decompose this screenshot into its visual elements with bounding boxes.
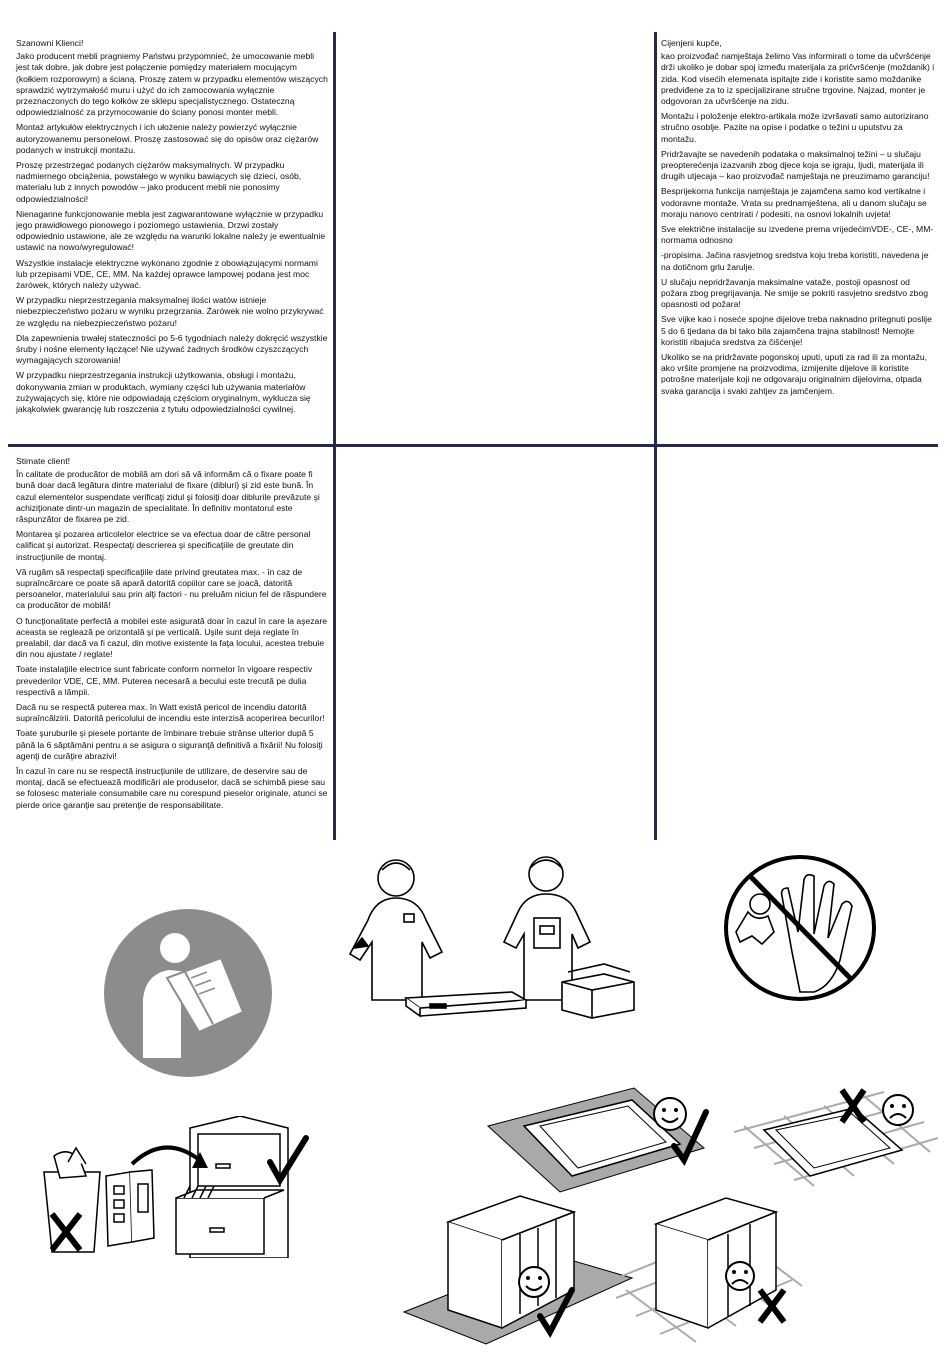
polish-paragraph: Wszystkie instalacje elektryczne wykonano zgodnie z obowiązującymi normami lub przepisami VDE, CE, MM. Na każdej oprawce lampowej podana jest moc żarówek, których należy używać. [16, 257, 318, 291]
read-manual-icon [103, 908, 273, 1078]
no-assembly-on-tiles-icon [734, 1082, 938, 1192]
polish-paragraph: Proszę przestrzegać podanych ciężarów maksymalnych. W przypadku nadmiernego obciążenia, powstałego w wyniku bawiących się dzieci, osób, materiału lub z innych powodów – jako producent mebli nie ponosimy odpowiedzialności! [16, 160, 302, 204]
romanian-paragraph: În calitate de producător de mobilă am dori să vă informăm că o fixare poate fi bună doar dacă legătura dintre materialul de fixare (dibluri) şi zid este bună. În cazul elementelor suspendate verificaţi zidul şi folosiţi doar diblurile prevăzute şi achiziţionate dintr-un magazin de specialitate. În definitiv montatorul este răspunzător de fixarea pe zid. [16, 469, 320, 525]
croatian-paragraph: Besprijekorna funkcija namještaja je zajamčena samo kod vertikalne i vodoravne montaže. Vrata su prednamještena, ali u danom slučaju se moraju nanovo centrirati / podesiti, na osnovi lokalnih uvjeta! [661, 186, 927, 219]
polish-paragraph: W przypadku nieprzestrzegania instrukcji użytkowania, obsługi i montażu, dokonywania zmian w produktach, wymiany części lub używania materiałów zużywających się, które nie odpowiadają częściom oryginalnym, wyklucza się jakąkolwiek gwarancję lub roszczenia z tytułu odpowiedzialności cywilnej. [16, 370, 311, 415]
carcass-on-carpet-icon [400, 1194, 636, 1350]
polish-paragraph: Jako producent mebli pragniemy Państwu przypomnieć, że umocowanie mebli jest tak dobre, jak dobre jest połączenie pomiędzy materiałem mocującym (kołkiem rozporowym) a ścianą. Proszę zatem w przypadku elementów wiszących sprawdzić wytrzymałość muru i użyć do ich zamocowania wyłącznie przeznaczonych do tego kołków ze sklepu specjalistycznego. Ostateczną odpowiedzialność za przymocowanie do ściany ponosi monter mebli. [16, 51, 328, 118]
two-installers-icon [346, 850, 646, 1020]
romanian-paragraph: Vă rugăm să respectaţi specificaţiile date privind greutatea max. - în caz de supraîncărcare ce poate să apară datorită copiilor care se joacă, datorită persoanelor, materialului sau prin alţi factori - nu preluăm niciun fel de răspundere ca producător de mobilă! [16, 566, 327, 611]
column-divider-left [333, 32, 336, 840]
croatian-paragraph: Ukoliko se na pridržavate pogonskoj uputi, uputi za rad ili za montažu, ako vršite promjene na proizvodima, izmijenite dijelove ili koristite potrošne materijale koji ne odgovaraju originalnim dijelovima, otpada svaka garancija i svaki zahtjev za jamčenjem. [661, 352, 928, 396]
croatian-paragraph: Montažu i položenje elektro-artikala može izvršavati samo autorizirano stručno osoblje. Pazite na opise i podatke o težini u uputstvu za montažu. [661, 111, 929, 144]
no-children-hand-icon [722, 852, 878, 1002]
romanian-paragraph: Montarea şi pozarea articolelor electrice se va efectua doar de către personal calificat şi autorizat. Respectaţi descrierea şi specificaţiile de greutate din instrucţiunile de montaj. [16, 529, 311, 562]
romanian-greeting: Stimate client! [16, 456, 70, 466]
romanian-paragraph: Toate instalaţiile electrice sunt fabricate conform normelor în vigoare respectiv prevederilor VDE, CE, MM. Puterea necesară a becului este trecută pe dulia respectivă a lămpii. [16, 664, 313, 697]
croatian-paragraph: Pridržavajte se navedenih podataka o maksimalnoj težini – u slučaju preopterećenja izazvanih zbog djece koja se igraju, ljudi, materijala ili drugih utjecaja – kao proizvođač namještaja ne preuzimamo garanciju! [661, 148, 930, 182]
row-divider [8, 444, 938, 447]
croatian-paragraph: Sve električne instalacije su izvedene prema vrijedećimVDE-, CE-, MM-normama odnosno [661, 224, 934, 246]
polish-greeting: Szanowni Klienci! [16, 38, 84, 48]
polish-paragraph: Montaż artykułów elektrycznych i ich ułożenie należy powierzyć wyłącznie autoryzowanemu personelowi. Proszę zastosować się do opisów oraz ciężarów podanych w instrukcji montażu. [16, 122, 319, 155]
romanian-paragraph: O funcţionalitate perfectă a mobilei este asigurată doar în cazul în care la aşezare aceasta se reglează pe orizontală şi pe verticală. Uşile sunt deja reglate în prealabil, dar dacă va fi cazul, din motive existente la faţa locului, acestea trebuie din nou ajustate / reglate! [16, 615, 327, 660]
croatian-paragraph: -propisima. Jačina rasvjetnog sredstva koju treba koristiti, navedena je na dotičnom grlu žarulje. [661, 250, 929, 272]
romanian-paragraph: Toate şuruburile şi piesele portante de îmbinare trebuie strânse ulterior după 5 până la 6 săptămâni pentru a se asigura o siguranţă definitivă a fixării! Nu folosiţi agenţi de curăţire abrazivi! [16, 728, 323, 761]
polish-paragraph: W przypadku nieprzestrzegania maksymalnej ilości watów istnieje niebezpieczeństwo pożaru w wyniku przegrzania. Żarówek nie wolno przykrywać ze względu na niebezpieczeństwo pożaru! [16, 295, 324, 328]
assemble-on-carpet-icon [484, 1084, 724, 1200]
croatian-paragraph: U slučaju nepridržavanja maksimalne vataže, postoji opasnost od požara zbog pregrijavanja. Ne smije se pokriti rasvjetno sredstvo zbog opasnosti od požara! [661, 276, 929, 310]
check-mark-icon [266, 1132, 310, 1188]
column-divider-right [654, 32, 657, 840]
polish-paragraph: Dla zapewnienia trwałej stateczności po 5-6 tygodniach należy dokręcić wszystkie śruby i nośne elementy łączące! Nie używać żadnych środków czyszczących wymagających szorowania! [16, 332, 328, 366]
romanian-paragraph: Dacă nu se respectă puterea max. în Watt există pericol de incendiu datorită supraîncălzirii. Datorită pericolului de incendiu este interzisă acoperirea becurilor! [16, 702, 325, 724]
romanian-paragraph: În cazul în care nu se respectă instrucţiunile de utilizare, de deservire sau de montaj, dacă se efectuează modificări ale produselor, dacă se schimbă piese sau se folosesc materiale consumabile care nu corespund pieselor originale, atunci se pierde orice garanţie sau pretenţie de responsabilitate. [16, 766, 328, 810]
croatian-notice [661, 38, 937, 401]
croatian-paragraph: Sve vijke kao i noseće spojne dijelove treba naknadno pritegnuti poslije 5 do 6 tjedana da bi tako bila zajamčena trajna stabilnost! Nemojte koristiti ribajuća sredstva za čišćenje! [661, 314, 932, 347]
croatian-greeting: Cijenjeni kupče, [661, 38, 722, 48]
carcass-on-tiles-icon [616, 1194, 806, 1344]
romanian-notice [16, 456, 328, 815]
polish-paragraph: Nienaganne funkcjonowanie mebla jest zagwarantowane wyłącznie w przypadku jego prawidłowego pionowego i poziomego ustawienia. Drzwi zostały odpowiednio ustawione, ale ze względu na warunki lokalne należy je ewentualnie ustawić na nowo/wyregulować! [16, 208, 326, 253]
croatian-paragraph: kao proizvođač namještaja želimo Vas informirati o tome da učvršćenje drži ukoliko je dobar spoj između materijala za pričvršćenje (moždanik) i zida. Kod visećih elemenata ispitajte zide i koristite samo moždanike predviđene za to iz specijalizirane stručne trgovine. Najzad, monter je odgovoran za učvršćenje na zidu. [661, 51, 935, 107]
polish-notice [16, 38, 328, 419]
